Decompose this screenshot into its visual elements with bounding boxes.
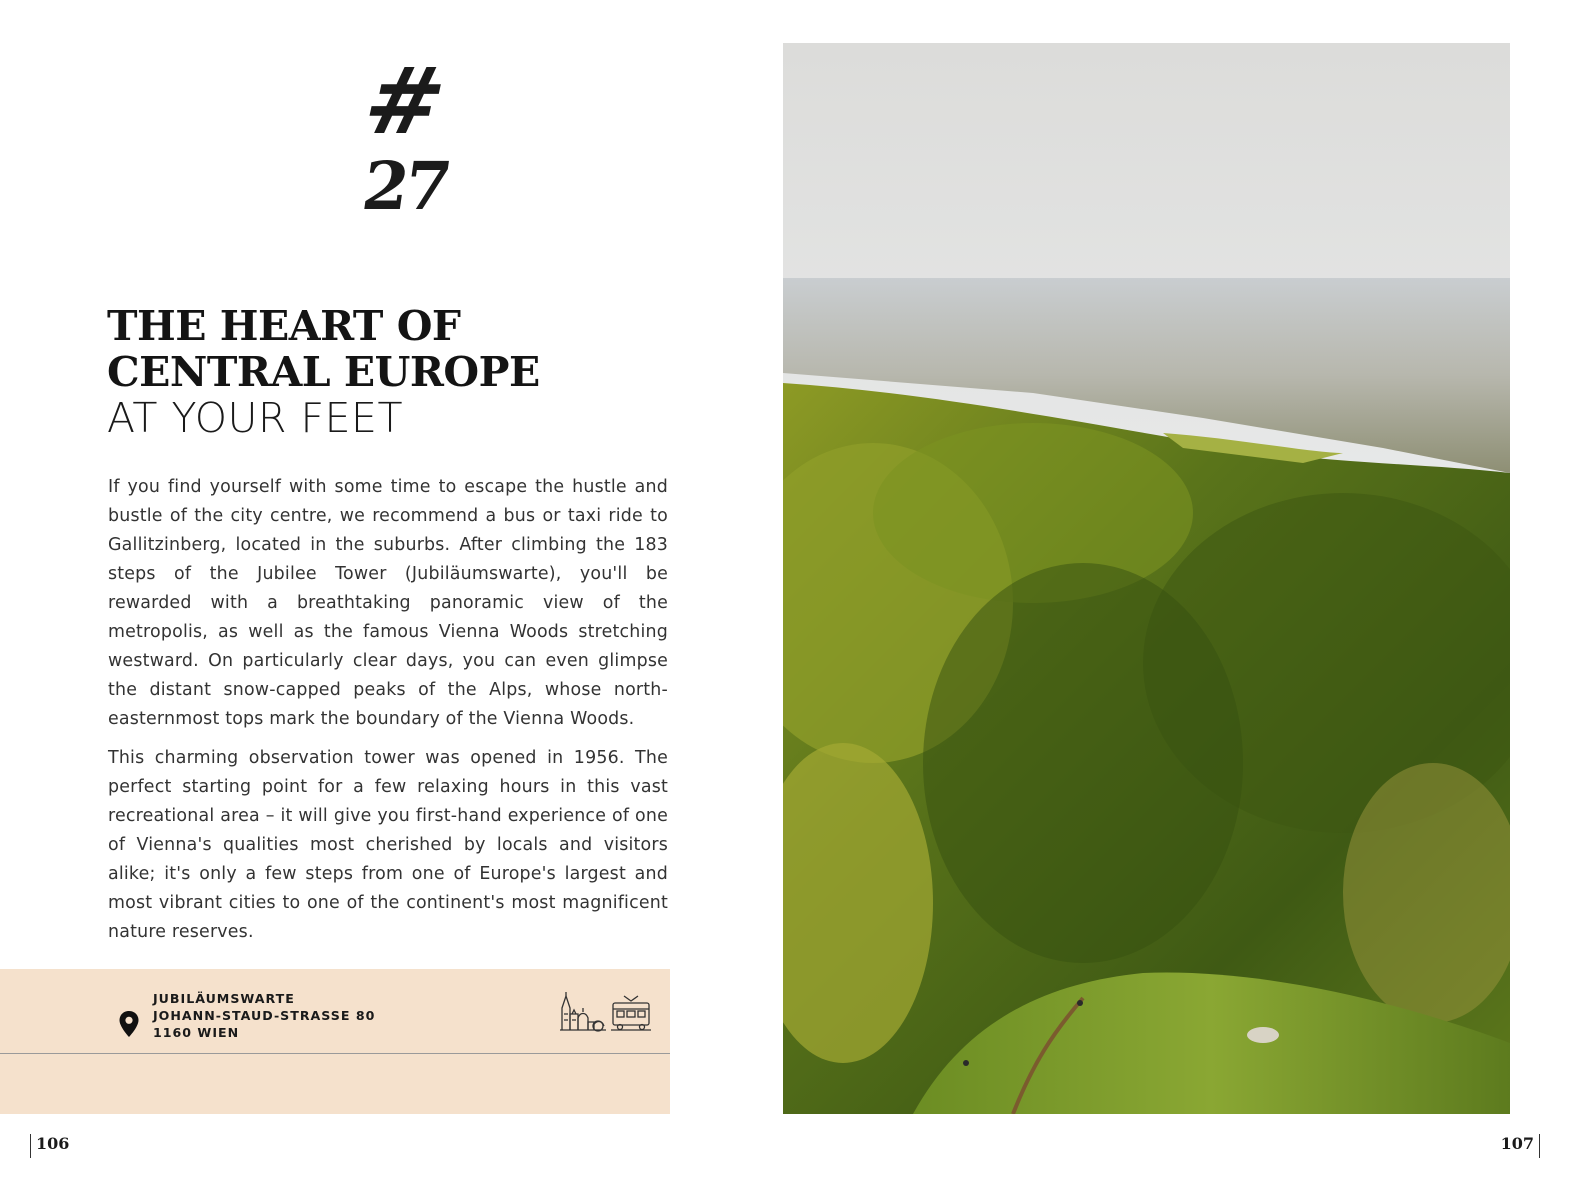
- tram-icon: [610, 994, 652, 1032]
- title-line-2: CENTRAL EUROPE: [107, 348, 540, 396]
- title-line-1: THE HEART OF: [107, 302, 461, 350]
- forest-city-photo: [783, 43, 1510, 1114]
- chapter-number-value: 27: [357, 147, 453, 225]
- address-name: JUBILÄUMSWARTE: [153, 991, 295, 1006]
- address-street: JOHANN-STAUD-STRASSE 80: [153, 1008, 376, 1023]
- page-title: [107, 303, 707, 441]
- title-line-3: AT YOUR FEET: [107, 394, 403, 442]
- address-text: [153, 990, 375, 1041]
- city-sightseeing-icon: [558, 990, 608, 1032]
- page-number-left: 106: [30, 1134, 69, 1158]
- page-number-right: 107: [1501, 1134, 1540, 1158]
- chapter-number: [340, 47, 470, 225]
- map-pin-icon: [118, 1010, 140, 1038]
- chapter-hash: #: [354, 47, 456, 155]
- article-body: [108, 473, 668, 957]
- address-city: 1160 WIEN: [153, 1025, 240, 1040]
- paragraph-2: This charming observation tower was opened in 1956. The perfect starting point for a few relaxing hours in this vast recreational area – it will give you first-hand experience of one of Vienna's qualities most cherished by locals and visitors alike; it's only a few steps from one of Europe's largest and most vibrant cities to one of the continent's most magnificent nature reserves.: [108, 748, 668, 942]
- address-divider: [0, 1053, 670, 1054]
- paragraph-1: If you find yourself with some time to escape the hustle and bustle of the city centre, we recommend a bus or taxi ride to Gallitzinberg, located in the suburbs. After climbing the 183 steps of the Jubilee Tower (Jubiläumswarte), you'll be rewarded with a breathtaking panoramic view of the metropolis, as well as the famous Vienna Woods stretching westward. On particularly clear days, you can even glimpse the distant snow-capped peaks of the Alps, whose north-easternmost tops mark the boundary of the Vienna Woods.: [108, 477, 668, 729]
